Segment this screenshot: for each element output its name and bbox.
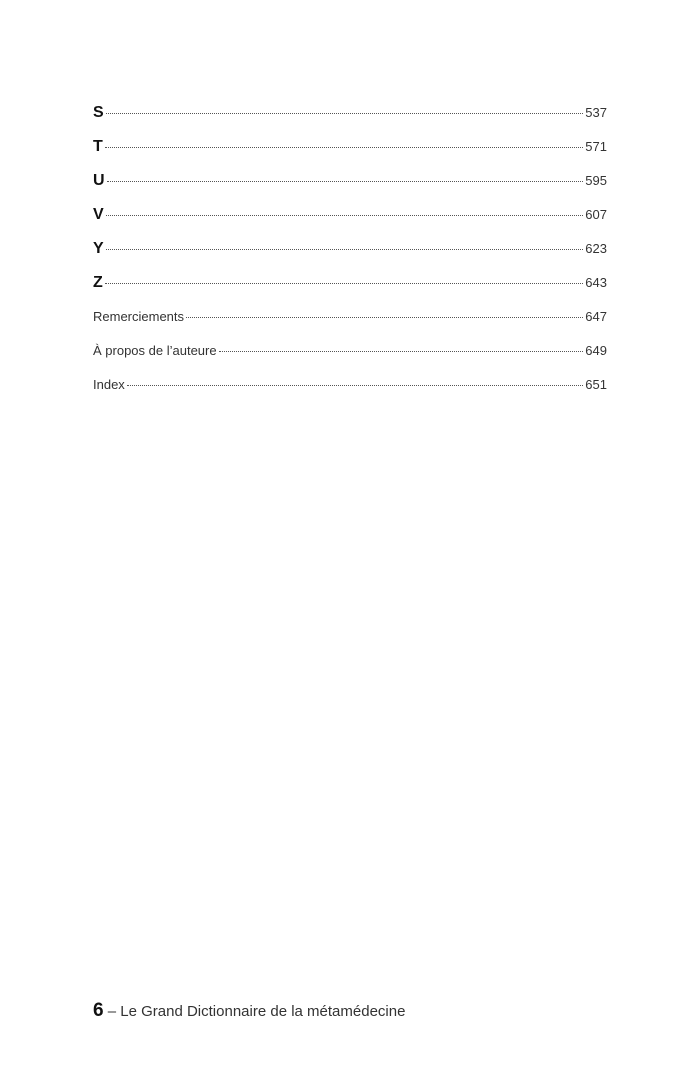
dot-leader [219, 351, 584, 352]
dot-leader [106, 113, 584, 114]
toc-entry-label: Remerciements [93, 309, 185, 324]
toc-entry-u[interactable] [93, 170, 607, 204]
toc-entry-page: 607 [585, 207, 607, 222]
running-title: Le Grand Dictionnaire de la métamédecine [120, 1003, 406, 1020]
page-number: 6 [93, 1000, 104, 1021]
toc-entry-label: V [93, 206, 104, 223]
toc-entry-page: 651 [585, 377, 607, 392]
toc-entry-z[interactable] [93, 272, 607, 306]
toc-entry-label: S [93, 104, 104, 121]
dot-leader [186, 317, 583, 318]
toc-entry-y[interactable] [93, 238, 607, 272]
toc-entry-index[interactable] [93, 374, 607, 408]
dot-leader [127, 385, 583, 386]
toc-entry-page: 595 [585, 173, 607, 188]
toc-entry-page: 643 [585, 275, 607, 290]
toc-entry-v[interactable] [93, 204, 607, 238]
toc-entry-page: 537 [585, 105, 607, 120]
toc-entry-t[interactable] [93, 136, 607, 170]
toc-entry-page: 623 [585, 241, 607, 256]
dot-leader [107, 181, 584, 182]
toc-entry-page: 647 [585, 309, 607, 324]
toc-entry-page: 571 [585, 139, 607, 154]
page-footer [93, 1000, 405, 1022]
dot-leader [105, 283, 584, 284]
toc-entry-page: 649 [585, 343, 607, 358]
dot-leader [106, 215, 584, 216]
dot-leader [106, 249, 584, 250]
toc-entry-label: À propos de l’auteure [93, 343, 217, 358]
toc-entry-label: Z [93, 274, 103, 291]
toc-entry-label: Y [93, 240, 104, 257]
toc-entry-remerciements[interactable] [93, 306, 607, 340]
toc-entry-label: T [93, 138, 103, 155]
toc-entry-label: Index [93, 377, 125, 392]
toc-entry-label: U [93, 172, 105, 189]
toc-entry-a-propos[interactable] [93, 340, 607, 374]
footer-separator: – [103, 1003, 121, 1020]
toc-entry-s[interactable] [93, 102, 607, 136]
table-of-contents [93, 102, 607, 408]
dot-leader [105, 147, 584, 148]
